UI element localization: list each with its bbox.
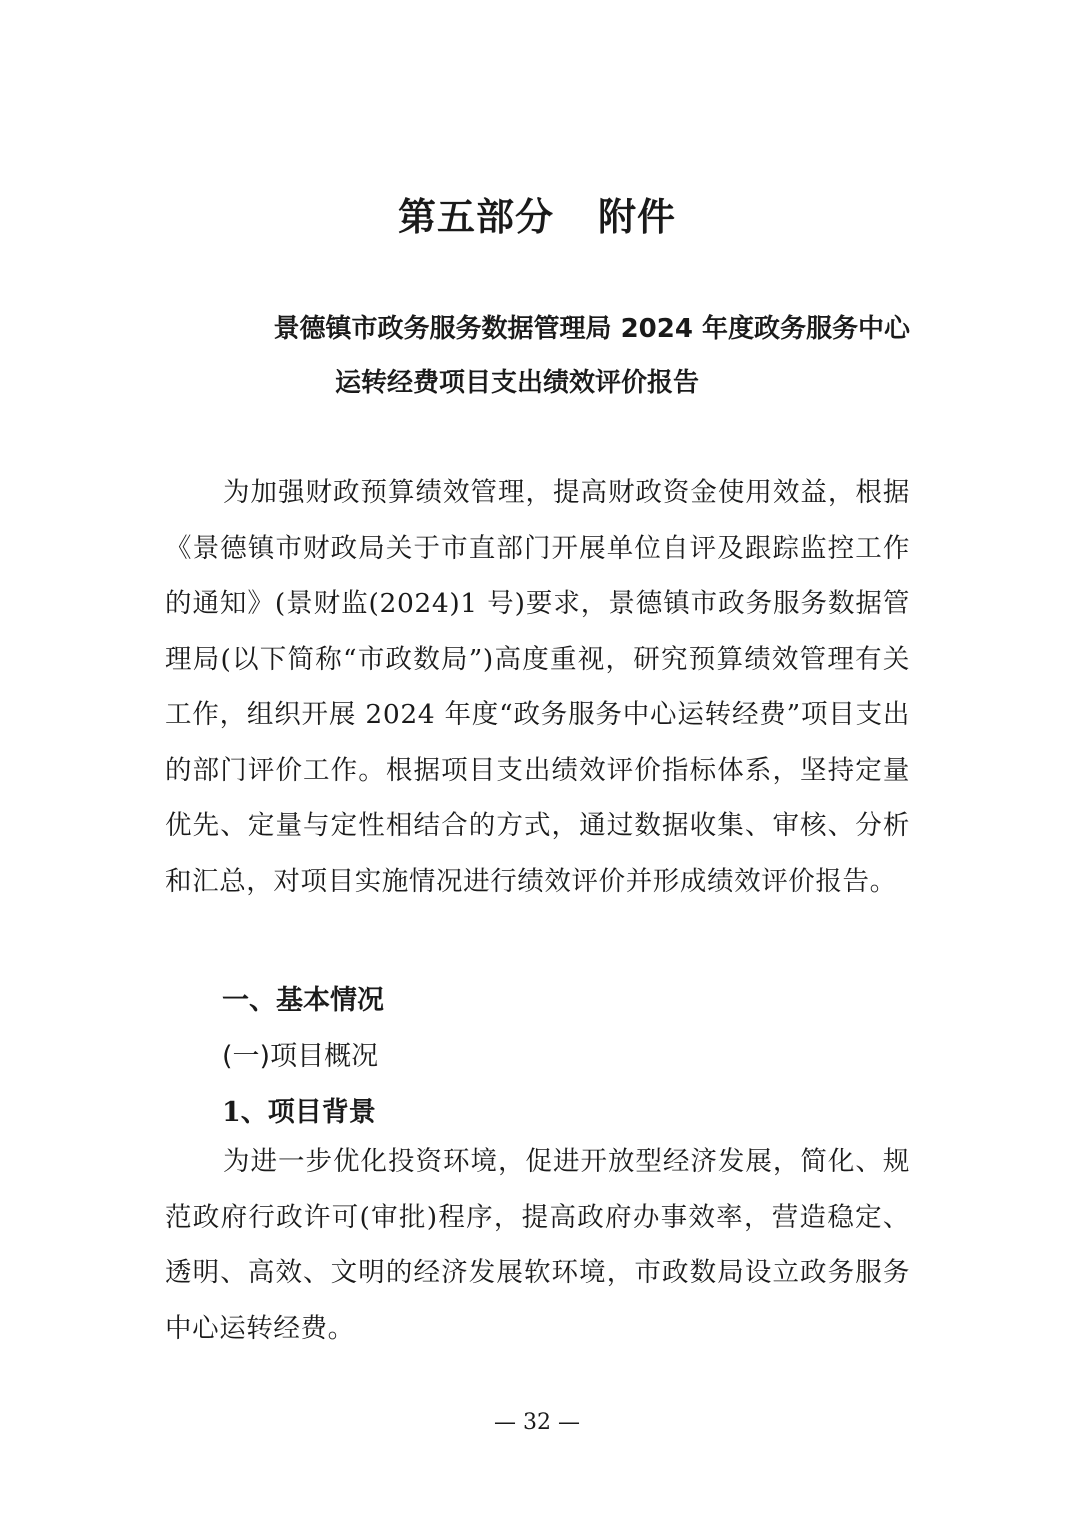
intro-paragraph: 为加强财政预算绩效管理，提高财政资金使用效益，根据《景德镇市财政局关于市直部门开展单位自评及跟踪监控工作的通知》(景财监(2024)1 号)要求，景德镇市政务服务数据管理局(以下简称“市政数局”)高度重视，研究预算绩效管理有关工作，组织开展 2024 年度“政务服务中心运转经费”项目支出的部门评价工作。根据项目支出绩效评价指标体系，坚持定量优先、定量与定性相结合的方式，通过数据收集、审核、分析和汇总，对项目实施情况进行绩效评价并形成绩效评价报告。 bbox=[165, 477, 910, 897]
background-paragraph: 为进一步优化投资环境，促进开放型经济发展，简化、规范政府行政许可(审批)程序，提高政府办事效率，营造稳定、透明、高效、文明的经济发展软环境，市政数局设立政务服务中心运转经费。 bbox=[165, 1146, 910, 1344]
item-heading: 1、项目背景 bbox=[222, 1097, 376, 1128]
report-title-line-1: 景德镇市政务服务数据管理局 2024 年度政务服务中心 bbox=[273, 314, 910, 344]
part-title-left: 第五部分 bbox=[397, 195, 554, 239]
part-title bbox=[0, 186, 1074, 241]
page-number: — 32 — bbox=[494, 1410, 580, 1435]
part-title-right: 附件 bbox=[598, 195, 677, 239]
report-title-line-2: 运转经费项目支出绩效评价报告 bbox=[335, 368, 700, 398]
section-heading: 一、基本情况 bbox=[222, 985, 384, 1016]
section-subheading: (一)项目概况 bbox=[222, 1041, 379, 1072]
